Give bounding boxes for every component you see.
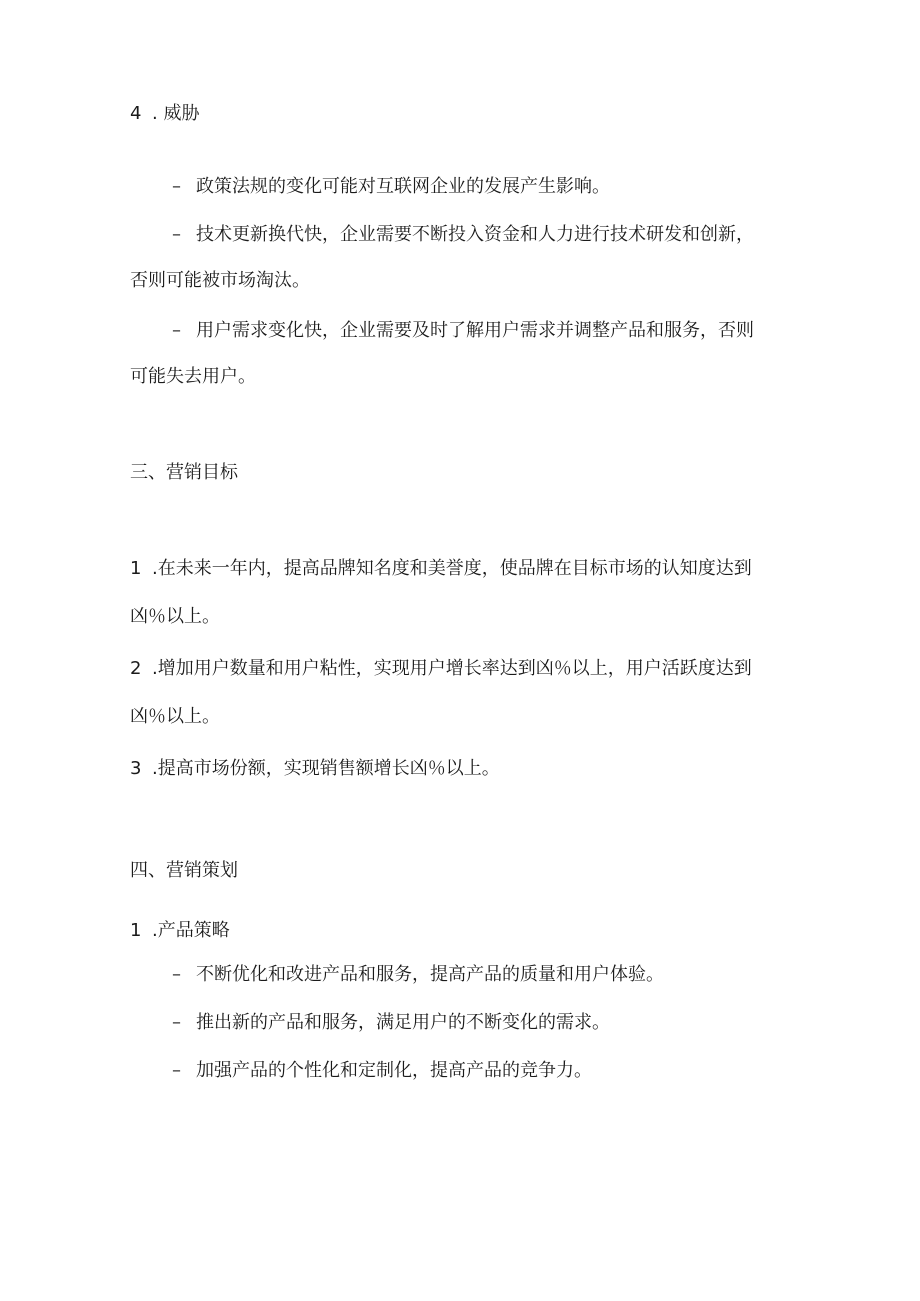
threat-bullet-3 xyxy=(172,318,754,344)
goal-item-2-continuation: 凶％以上。 xyxy=(130,706,220,727)
strategy-bullet-3 xyxy=(172,1058,592,1084)
strategy-bullet-2-text: 推出新的产品和服务，满足用户的不断变化的需求。 xyxy=(196,1012,610,1033)
goal-item-2-text: .增加用户数量和用户粘性，实现用户增长率达到凶％以上，用户活跃度达到 xyxy=(152,658,752,679)
goal-item-1-continuation: 凶％以上。 xyxy=(130,606,220,627)
goal-item-1 xyxy=(130,556,752,582)
threat-bullet-1 xyxy=(172,174,610,200)
threat-bullet-1-text: 政策法规的变化可能对互联网企业的发展产生影响。 xyxy=(196,176,610,197)
dash-marker: – xyxy=(172,1060,181,1081)
strategy-bullet-3-text: 加强产品的个性化和定制化，提高产品的竞争力。 xyxy=(196,1060,592,1081)
goal-item-2 xyxy=(130,656,752,682)
threats-heading-number: 4 xyxy=(130,103,142,124)
goal-item-3-number: 3 xyxy=(130,758,142,779)
threats-heading xyxy=(130,101,199,127)
strategy-bullet-1 xyxy=(172,962,664,988)
product-strategy-heading xyxy=(130,918,230,944)
product-strategy-text: .产品策略 xyxy=(152,920,230,941)
threat-bullet-2-continuation: 否则可能被市场淘汰。 xyxy=(130,270,310,291)
goal-item-2-number: 2 xyxy=(130,658,142,679)
threat-bullet-3-continuation: 可能失去用户。 xyxy=(130,366,256,387)
goal-item-1-number: 1 xyxy=(130,558,142,579)
dash-marker: – xyxy=(172,224,181,245)
goal-item-3 xyxy=(130,756,500,782)
threat-bullet-2-text: 技术更新换代快，企业需要不断投入资金和人力进行技术研发和创新， xyxy=(196,224,754,245)
goal-item-3-text: .提高市场份额，实现销售额增长凶％以上。 xyxy=(152,758,500,779)
goal-item-1-text: .在未来一年内，提高品牌知名度和美誉度，使品牌在目标市场的认知度达到 xyxy=(152,558,752,579)
strategy-bullet-2 xyxy=(172,1010,610,1036)
threats-heading-text: . 威胁 xyxy=(152,103,200,124)
threat-bullet-2 xyxy=(172,222,754,248)
section3-title: 三、营销目标 xyxy=(130,462,238,483)
product-strategy-number: 1 xyxy=(130,920,142,941)
dash-marker: – xyxy=(172,964,181,985)
dash-marker: – xyxy=(172,320,181,341)
threat-bullet-3-text: 用户需求变化快，企业需要及时了解用户需求并调整产品和服务，否则 xyxy=(196,320,754,341)
strategy-bullet-1-text: 不断优化和改进产品和服务，提高产品的质量和用户体验。 xyxy=(196,964,664,985)
section4-title: 四、营销策划 xyxy=(130,860,238,881)
dash-marker: – xyxy=(172,1012,181,1033)
dash-marker: – xyxy=(172,176,181,197)
